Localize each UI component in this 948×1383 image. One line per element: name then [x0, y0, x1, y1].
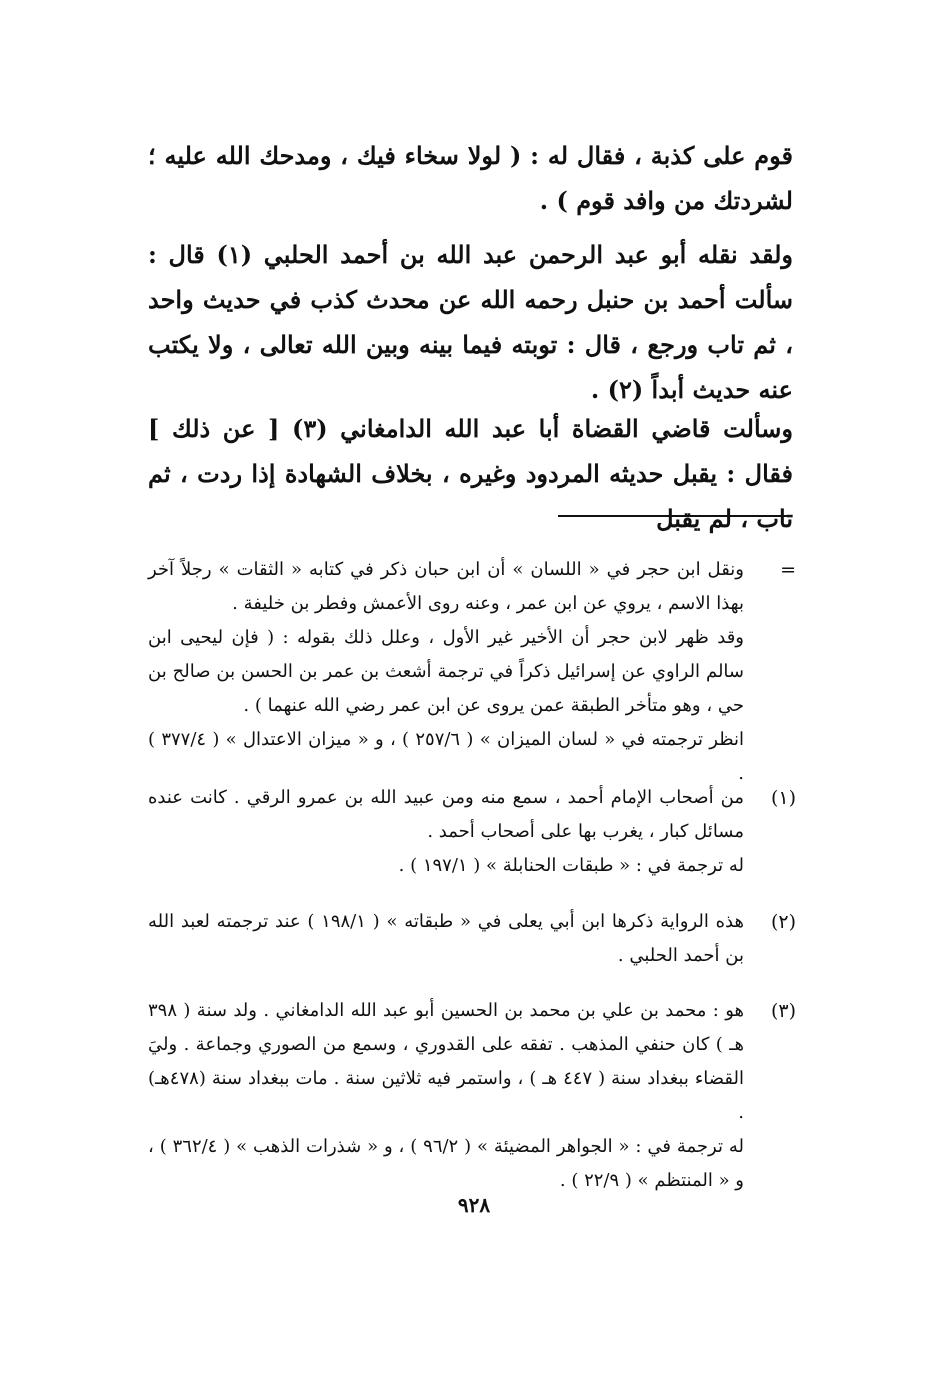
main-text-block-1: [148, 133, 793, 223]
footnote-line: وقد ظهر لابن حجر أن الأخير غير الأول ، وعلل ذلك بقوله : ( فإن ليحيى ابن سالم الراوي عن إسرائيل ذكراً في ترجمة أشعث بن عمر بن الحسن بن صالح بن حي ، وهو متأخر الطبقة عمن يروى عن ابن عمر رضي الله عنهما ) .: [148, 627, 744, 716]
footnote-2-marker: (٢): [770, 911, 796, 933]
footnote-3-marker: (٣): [770, 1000, 796, 1022]
footnote-1-body: [148, 781, 744, 883]
footnote-line: هو : محمد بن علي بن محمد بن الحسين أبو عبد الله الدامغاني . ولد سنة ( ٣٩٨ هـ ) كان حنفي المذهب . تفقه على القدوري ، وسمع من الصوري وجماعة . وليَ القضاء ببغداد سنة ( ٤٤٧ هـ ) ، واستمر فيه ثلاثين سنة . مات ببغداد سنة (٤٧٨هـ) .: [148, 1000, 744, 1123]
footnote-line: هذه الرواية ذكرها ابن أبي يعلى في « طبقاته » ( ١٩٨/١ ) عند ترجمته لعبد الله بن أحمد الحلبي .: [148, 911, 745, 966]
footnote-line: ونقل ابن حجر في « اللسان » أن ابن حبان ذكر في كتابه « الثقات » رجلاً آخر بهذا الاسم ، يروي عن ابن عمر ، وعنه روى الأعمش وفطر بن خليفة .: [148, 559, 744, 614]
footnote-1-marker: (١): [770, 787, 796, 809]
main-paragraph-2: ولقد نقله أبو عبد الرحمن عبد الله بن أحمد الحلبي (١) قال : سألت أحمد بن حنبل رحمه الله عن محدث كذب في حديث واحد ، ثم تاب ورجع ، قال : توبته فيما بينه وبين الله تعالى ، ولا يكتب عنه حديث أبداً (٢) .: [148, 240, 794, 404]
footnote-2: [148, 905, 796, 973]
main-text-block-3: [148, 406, 793, 541]
footnote-line: له ترجمة في : « طبقات الحنابلة » ( ١٩٧/١ ) .: [398, 855, 744, 876]
footnote-continued-body: [148, 553, 744, 791]
footnote-line: انظر ترجمته في « لسان الميزان » ( ٢٥٧/٦ ) ، و « ميزان الاعتدال » ( ٣٧٧/٤ ) .: [148, 729, 744, 784]
footnote-line: له ترجمة في : « الجواهر المضيئة » ( ٩٦/٢ ) ، و « شذرات الذهب » ( ٣٦٢/٤ ) ، و « المنتظم » ( ٢٢/٩ ) .: [148, 1136, 745, 1191]
main-text-block-2: [148, 232, 793, 412]
footnote-2-body: [148, 905, 744, 973]
footnote-continued: [148, 553, 796, 791]
footnote-1: [148, 781, 796, 883]
footnote-continued-marker: =: [780, 559, 796, 581]
page-number: ٩٢٨: [457, 1193, 491, 1217]
footnote-3: [148, 994, 796, 1198]
footnote-line: من أصحاب الإمام أحمد ، سمع منه ومن عبيد الله بن عمرو الرقي . كانت عنده مسائل كبار ، يغرب بها على أصحاب أحمد .: [148, 787, 744, 842]
main-paragraph-3: وسألت قاضي القضاة أبا عبد الله الدامغاني (٣) [ عن ذلك ] فقال : يقبل حديثه المردود وغيره ، بخلاف الشهادة إذا ردت ، ثم تاب ، لم يقبل: [148, 414, 794, 533]
footnote-separator: [558, 515, 790, 517]
main-paragraph-1: قوم على كذبة ، فقال له : ( لولا سخاء فيك ، ومدحك الله عليه ؛ لشردتك من وافد قوم ) .: [148, 141, 794, 215]
footnote-3-body: [148, 994, 744, 1198]
